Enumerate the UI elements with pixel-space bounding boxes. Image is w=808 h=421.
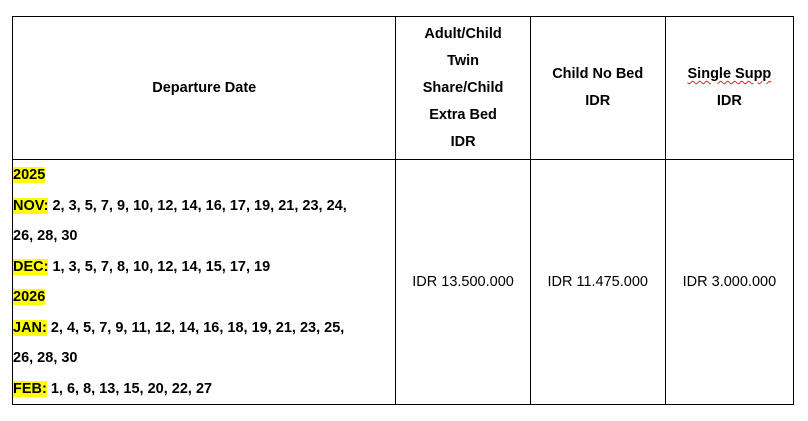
dec-days: 1, 3, 5, 7, 8, 10, 12, 14, 15, 17, 19 (48, 258, 271, 275)
header-line: Twin (447, 52, 480, 69)
header-line: Share/Child (422, 79, 504, 96)
month-label-highlight: DEC: (13, 258, 49, 275)
header-line: Child No Bed (552, 66, 644, 82)
price-single-supp: IDR 3.000.000 (665, 160, 793, 405)
year-label-highlight: 2025 (13, 167, 46, 183)
header-line: IDR (585, 93, 611, 109)
header-line: IDR (716, 93, 742, 109)
header-departure-date (13, 17, 396, 160)
header-single-supp (665, 17, 793, 160)
jan-days: 2, 4, 5, 7, 9, 11, 12, 14, 16, 18, 19, 21, 23, 25, (46, 319, 345, 336)
jan-dates-row-cont: 26, 28, 30 (13, 350, 78, 366)
header-departure-label: Departure Date (152, 79, 257, 96)
jan-dates-row (13, 313, 395, 344)
price-child-no-bed: IDR 11.475.000 (530, 160, 665, 405)
header-line (666, 61, 793, 88)
header-adult-child-twin (396, 17, 530, 160)
dec-dates-row (13, 252, 395, 283)
feb-dates-row (13, 374, 395, 405)
month-label-highlight: FEB: (13, 380, 47, 397)
nov-dates-row (13, 191, 395, 222)
year-2025-row (13, 160, 395, 191)
nov-days: 2, 3, 5, 7, 9, 10, 12, 14, 16, 17, 19, 21, 23, 24, (48, 197, 347, 214)
header-line: IDR (450, 133, 476, 150)
spellcheck-underlined-text: Single Supp (687, 66, 772, 82)
header-line: Adult/Child (424, 25, 502, 42)
departure-dates-cell (13, 160, 396, 405)
header-row (13, 17, 794, 160)
header-line: Extra Bed (429, 106, 497, 123)
year-label-highlight: 2026 (13, 289, 46, 305)
header-child-no-bed (530, 17, 665, 160)
month-label-highlight: JAN: (13, 319, 47, 336)
year-2026-row (13, 282, 395, 313)
feb-days: 1, 6, 8, 13, 15, 20, 22, 27 (46, 380, 213, 397)
nov-dates-row-cont: 26, 28, 30 (13, 228, 78, 244)
month-label-highlight: NOV: (13, 197, 49, 214)
data-row (13, 160, 794, 405)
price-table (12, 16, 794, 405)
price-adult-child-twin: IDR 13.500.000 (396, 160, 530, 405)
